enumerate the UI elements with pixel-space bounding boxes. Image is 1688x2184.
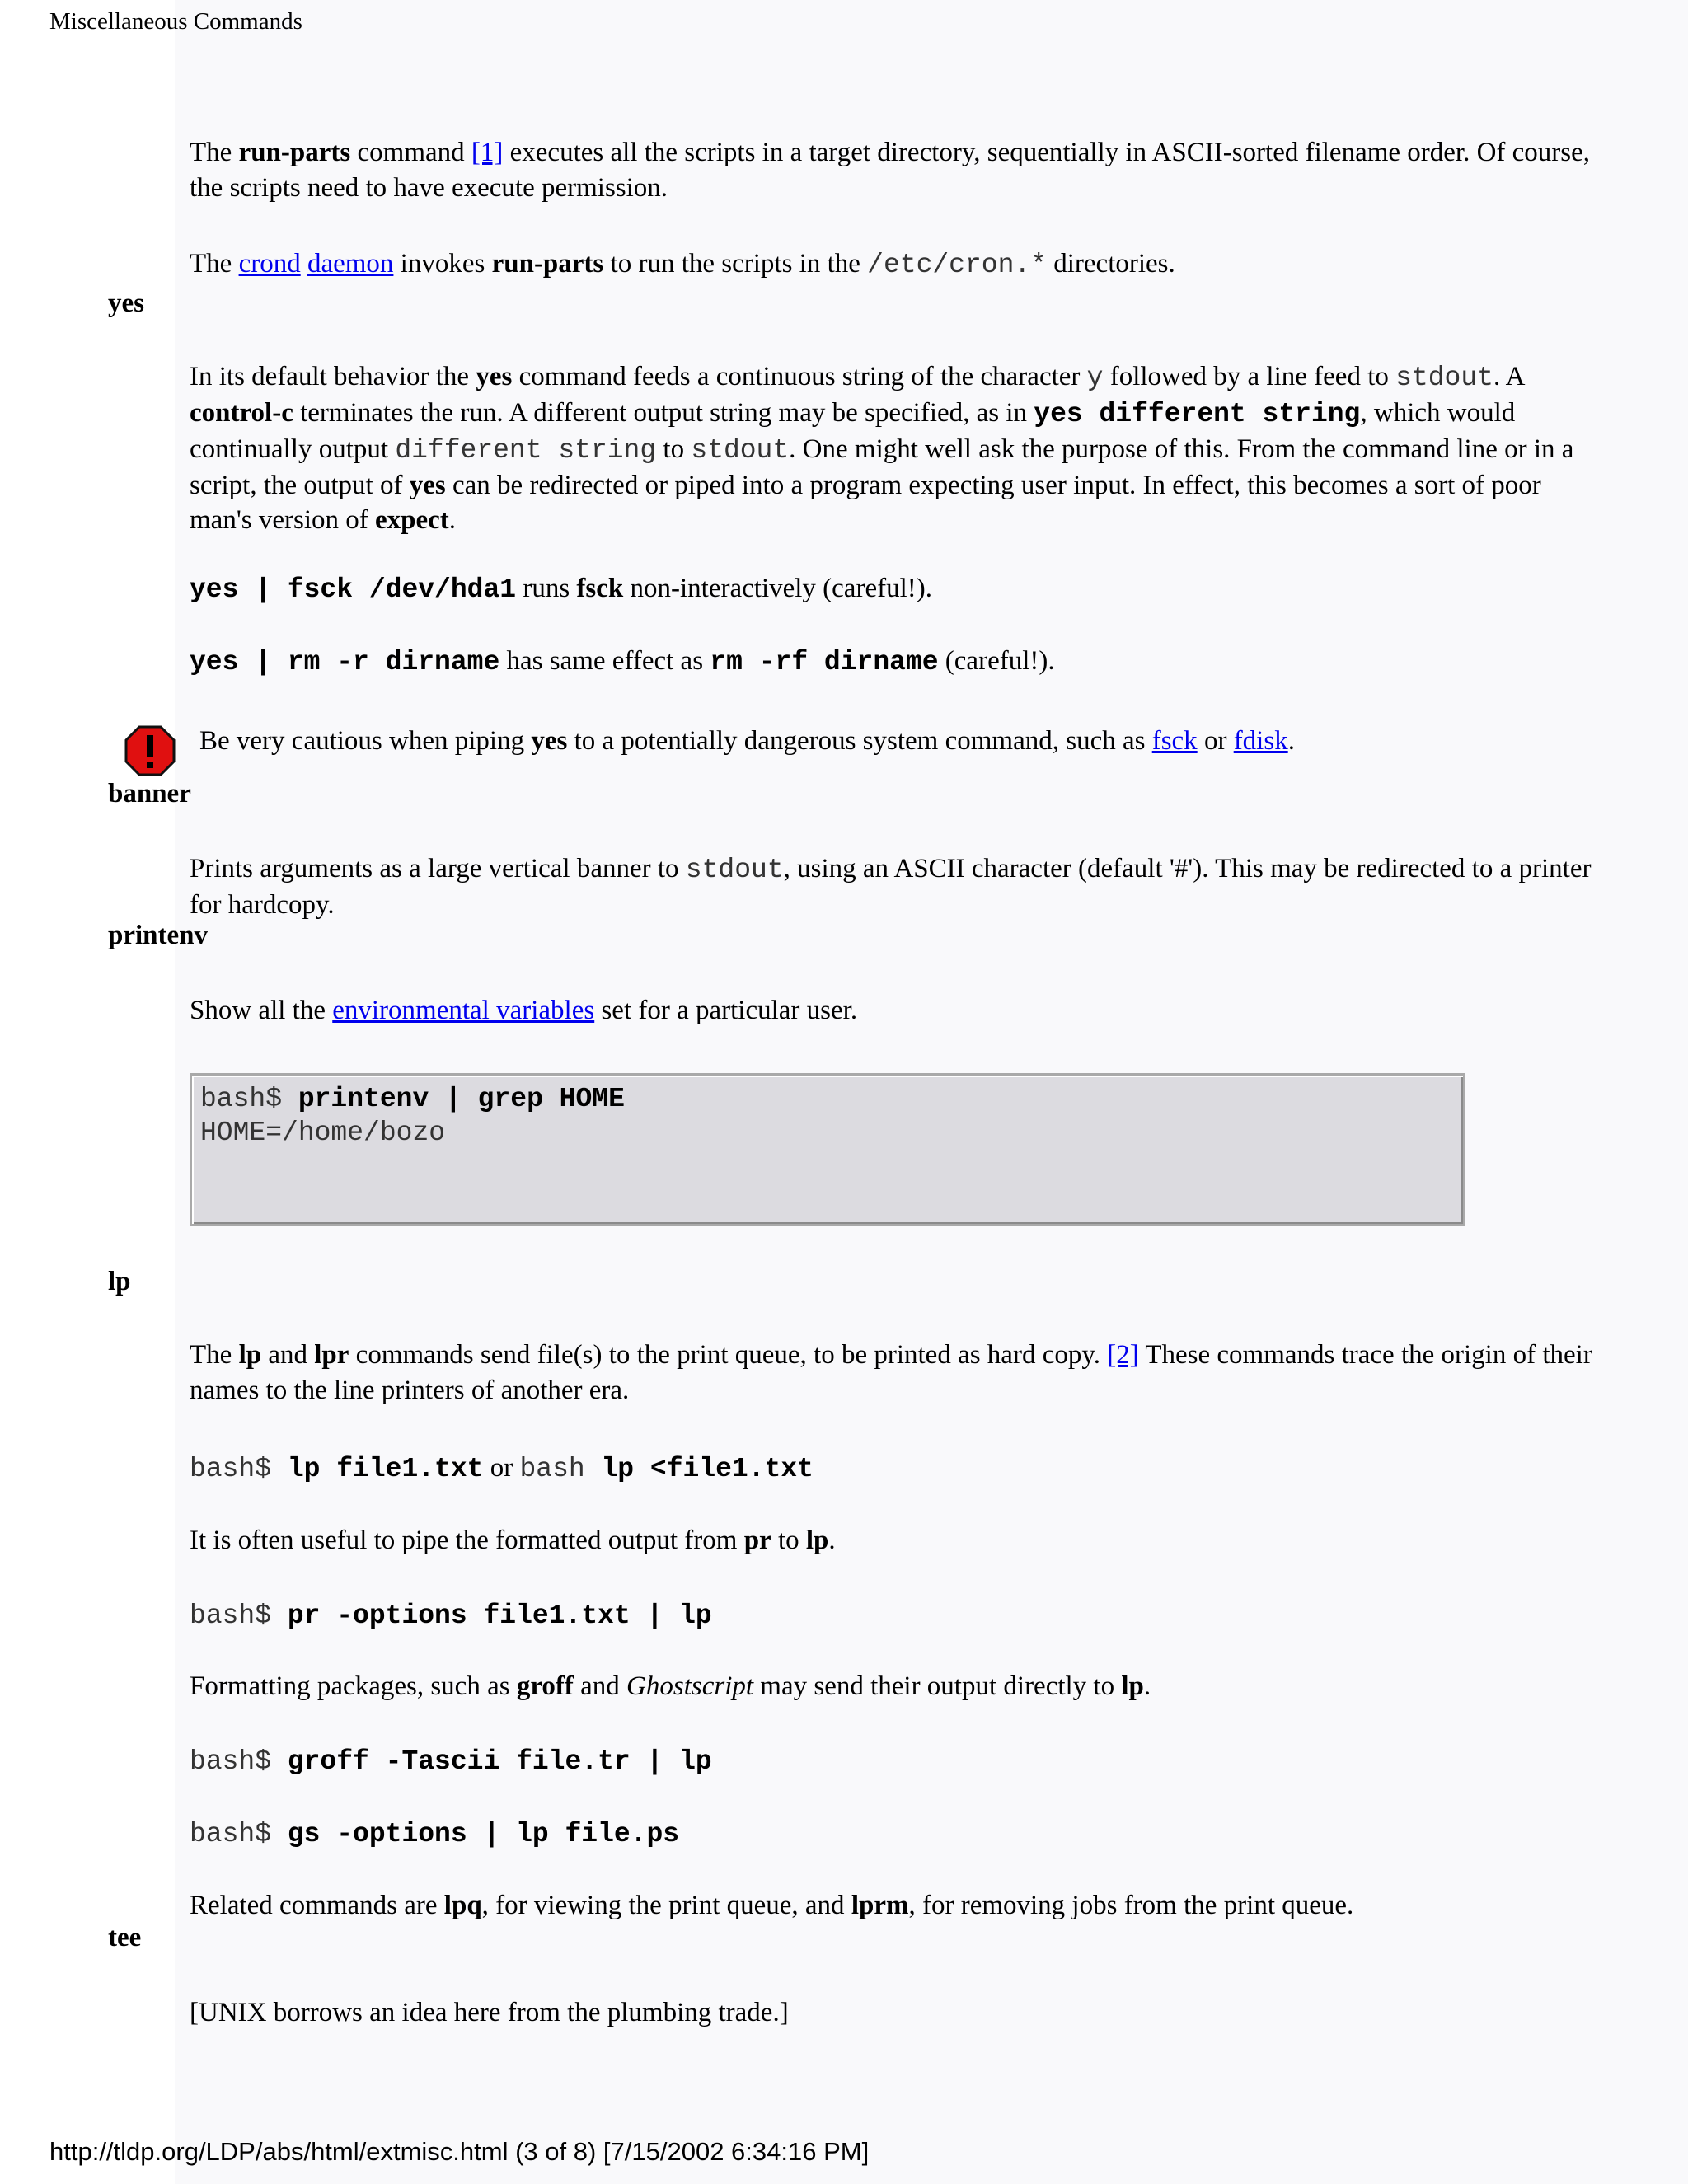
- screen-example-box: [190, 1073, 1465, 1226]
- lp-example-pr: bash$ pr -options file1.txt | lp: [190, 1601, 712, 1631]
- yes-fsck-example: yes | fsck /dev/hda1 runs fsck non-interactively (careful!).: [190, 574, 932, 605]
- run-parts-paragraph: The run-parts command [1] executes all the scripts in a target directory, sequentially in ASCII-sorted filename order. Of course, the scripts need to have execute permission.: [190, 138, 1591, 203]
- screen-prompt: bash$: [200, 1084, 298, 1114]
- fdisk-link[interactable]: fdisk: [1233, 726, 1288, 756]
- term-banner: banner: [108, 779, 191, 808]
- lp-pr-paragraph: It is often useful to pipe the formatted output from pr to lp.: [190, 1526, 836, 1555]
- footnote-link-1[interactable]: [1]: [471, 138, 504, 167]
- warning-icon: [124, 725, 176, 776]
- crond-link[interactable]: crond: [238, 249, 301, 279]
- run-parts-crond-paragraph: The crond daemon invokes run-parts to run the scripts in the /etc/cron.* directories.: [190, 249, 1175, 280]
- lp-example-gs: bash$ gs -options | lp file.ps: [190, 1819, 680, 1849]
- warning-text: Be very cautious when piping yes to a potentially dangerous system command, such as fsck or fdisk.: [199, 726, 1295, 756]
- tee-description: [UNIX borrows an idea here from the plumbing trade.]: [190, 1998, 789, 2027]
- environmental-variables-link[interactable]: environmental variables: [332, 996, 595, 1025]
- term-tee: tee: [108, 1923, 142, 1952]
- lp-formatting-paragraph: Formatting packages, such as groff and Ghostscript may send their output directly to lp.: [190, 1671, 1151, 1701]
- term-printenv: printenv: [108, 921, 209, 950]
- yes-description: In its default behavior the yes command feeds a continuous string of the character y followed by a line feed to stdout. A control-c terminates the run. A different output string may be specified, as in yes different string, which would continually output different string to stdout. One might well ask the purpose of this. From the command line or in a script, the output of yes can be redirected or piped into a program expecting user input. In effect, this becomes a sort of poor man's version of expect.: [190, 362, 1574, 535]
- screen-output: HOME=/home/bozo: [200, 1118, 446, 1148]
- page-header: Miscellaneous Commands: [49, 8, 302, 35]
- lp-example-1: bash$ lp file1.txt or bash lp <file1.txt: [190, 1453, 814, 1484]
- daemon-link[interactable]: daemon: [307, 249, 394, 279]
- banner-description: Prints arguments as a large vertical banner to stdout, using an ASCII character (default '#'). This may be redirected to a printer for hardcopy.: [190, 854, 1592, 920]
- lp-description: The lp and lpr commands send file(s) to the print queue, to be printed as hard copy. [2] These commands trace the origin of their names to the line printers of another era.: [190, 1340, 1592, 1405]
- fsck-link[interactable]: fsck: [1151, 726, 1198, 756]
- screen-command: printenv | grep HOME: [298, 1084, 625, 1114]
- lp-related-paragraph: Related commands are lpq, for viewing the print queue, and lprm, for removing jobs from the print queue.: [190, 1891, 1354, 1920]
- term-yes: yes: [108, 288, 144, 318]
- footnote-link-2[interactable]: [2]: [1107, 1340, 1139, 1370]
- lp-example-groff: bash$ groff -Tascii file.tr | lp: [190, 1746, 712, 1777]
- yes-rm-example: yes | rm -r dirname has same effect as rm -rf dirname (careful!).: [190, 646, 1055, 677]
- printenv-description: Show all the environmental variables set for a particular user.: [190, 996, 858, 1025]
- page-footer-url: http://tldp.org/LDP/abs/html/extmisc.html (3 of 8) [7/15/2002 6:34:16 PM]: [49, 2137, 870, 2166]
- term-lp: lp: [108, 1267, 131, 1296]
